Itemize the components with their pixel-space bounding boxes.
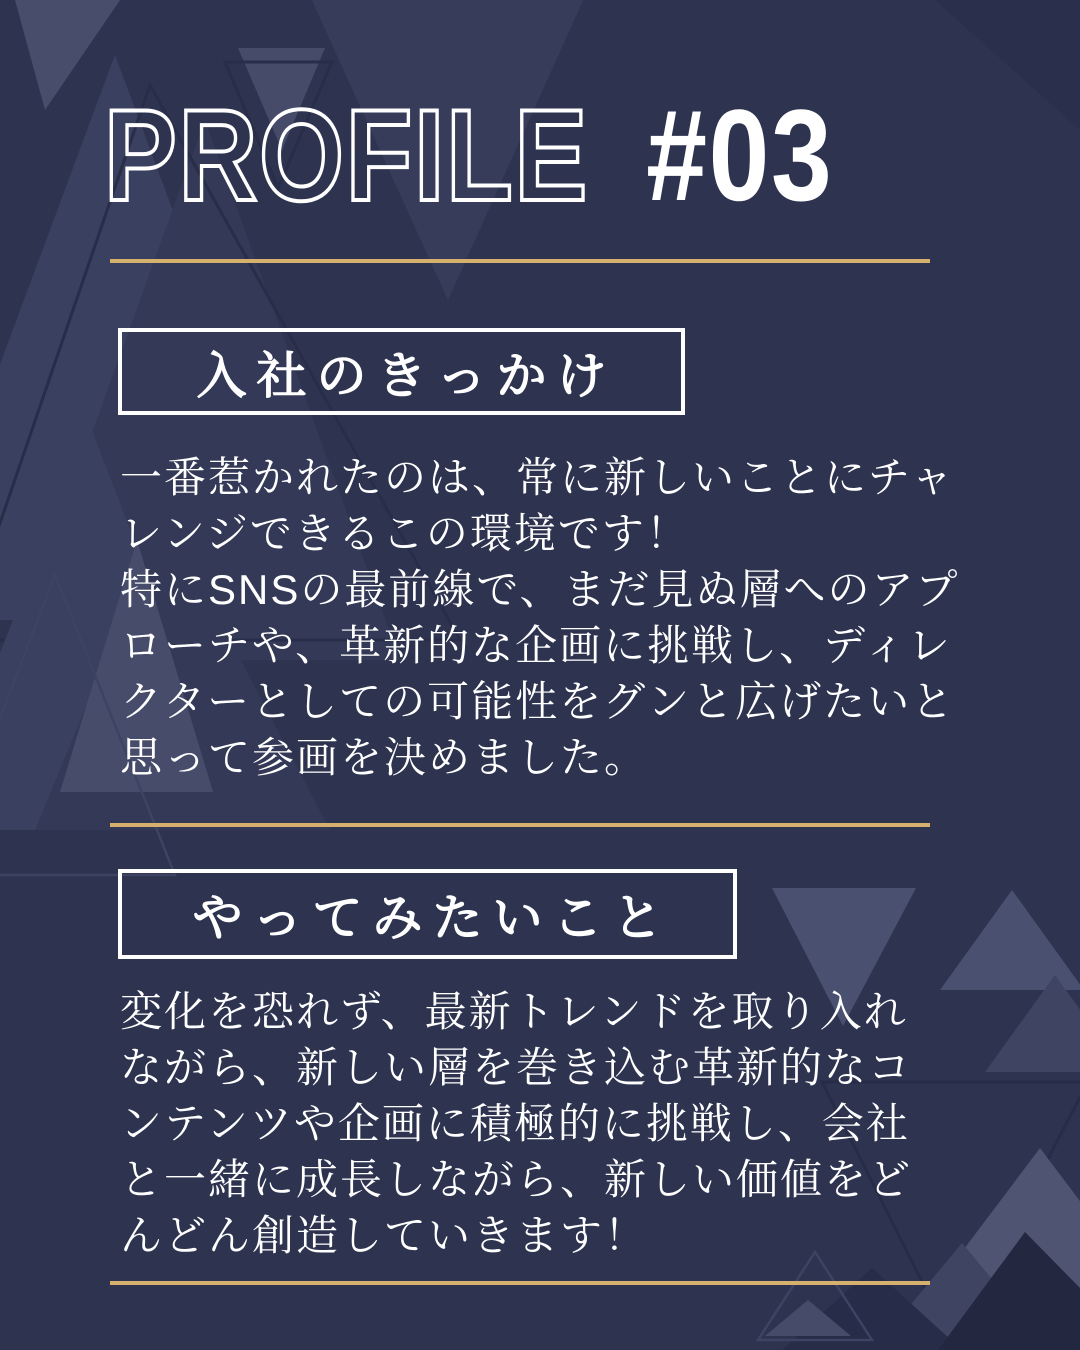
section-heading-box-want-to-try (118, 869, 737, 959)
bg-triangle (940, 890, 1080, 990)
body-line: クターとしての可能性をグンと広げたいと (120, 678, 956, 725)
body-line: レンジできるこの環境です！ (120, 510, 690, 557)
gold-divider-top (110, 259, 930, 263)
page-title (104, 84, 833, 227)
bg-triangle (935, 0, 1080, 130)
title-profile-outline-text: PROFILE (104, 82, 589, 228)
body-line: 一番惹かれたのは、常に新しいことにチャ (120, 454, 955, 501)
section-heading-box-joining-reason (118, 328, 685, 415)
section-heading-label: やってみたいこと (192, 890, 673, 946)
gold-divider-bottom (110, 1281, 930, 1285)
section-body-want-to-try (120, 984, 1020, 1264)
body-line: ながら、新しい層を巻き込む革新的なコ (120, 1044, 913, 1091)
body-line: んどん創造していきます！ (120, 1212, 649, 1259)
body-line: と一緒に成長しながら、新しい価値をど (120, 1156, 913, 1203)
body-line: ローチや、革新的な企画に挑戦し、ディレ (120, 622, 952, 669)
section-heading-label: 入社のきっかけ (196, 347, 617, 404)
body-line: 思って参画を決めました。 (120, 734, 649, 781)
title-issue-number: #03 (646, 82, 834, 228)
gold-divider-middle (110, 823, 930, 827)
body-line: 特にSNSの最前線で、まだ見ぬ層へのアプ (120, 566, 960, 613)
section-body-joining-reason (120, 450, 1020, 786)
body-line: ンテンツや企画に積極的に挑戦し、会社 (120, 1100, 910, 1147)
body-line: 変化を恐れず、最新トレンドを取り入れ (120, 988, 908, 1035)
